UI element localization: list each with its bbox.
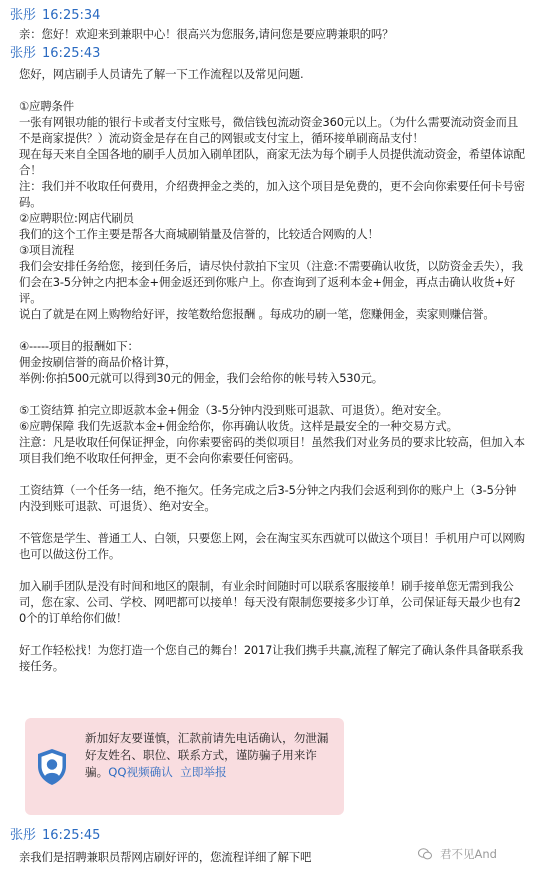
sender-name[interactable]: 张彤 [10,828,37,843]
notice-text: 新加好友要谨慎，汇款前请先电话确认，勿泄漏好友姓名、职位、联系方式，谨防骗子用来诈骗。 [85,731,329,779]
message-time: 16:25:43 [42,46,101,61]
sender-name[interactable]: 张彤 [10,46,37,61]
message-text: 亲：您好！欢迎来到兼职中心！很高兴为您服务,请问您是要应聘兼职的吗？ [19,27,394,41]
message-text: 亲我们是招聘兼职员帮网店刷好评的，您流程详细了解下吧 [19,850,312,864]
message-header [10,8,100,24]
watermark-text: 君不见And [440,847,497,861]
security-notice [25,718,344,815]
message-text: 您好，网店刷手人员请先了解一下工作流程以及常见问题. ①应聘条件 一张有网银功能的银行卡或者支付宝账号，微信钱包流动资金360元以上。（为什么需要流动资金而且不是商家提供？）流动资金是存在自己的网银或支付宝上，循环接单刷商品支付！ 现在每天来自全国各地的刷手人员加入刷单团队，商家无法为每个刷手人员提供流动资金，希望体谅配合！ 注：我们并不收取任何费用，介绍费押金之类的，加入这个项目是免费的，更不会向你索要任何卡号密码。 ②应聘职位:网店代刷员 我们的这个工作主要是帮各大商城刷销量及信誉的，比较适合网购的人！ ③项目流程 我们会安排任务给您，接到任务后，请尽快付款拍下宝贝（注意:不需要确认收货，以防资金丢失），我们会在3-5分钟之内把本金+佣金返还到你账户上。你查询到了返利本金+佣金，再点击确认收货+好评。 说白了就是在网上购物给好评，按笔数给您报酬 。每成功的刷一笔，您赚佣金，卖家则赚信誉。 ④-----项目的报酬如下： 佣金按刷信誉的商品价格计算， 举例:你拍500元就可以得到30元的佣金，我们会给你的帐号转入530元。 ⑤工资结算 拍完立即返款本金+佣金（3-5分钟内没到账可退款、可退货）。绝对安全。 ⑥应聘保障 我们先返款本金+佣金给你，你再确认收货。这样是最安全的一种交易方式。 注意：凡是收取任何保证押金，向你索要密码的类似项目！虽然我们对业务员的要求比较高，但加入本项目我们绝不收取任何押金，更不会向你索要任何密码。 工资结算（一个任务一结，绝不拖欠。任务完成之后3-5分钟之内我们会返利到你的账户上（3-5分钟内没到账可退款、可退货）、绝对安全。 不管您是学生、普通工人、白领，只要您上网，会在淘宝买东西就可以做这个项目！手机用户可以网购也可以做这份工作。 加入刷手团队是没有时间和地区的限制，有业余时间随时可以联系客服接单！刷手接单您无需到我公司，您在家、公司、学校、网吧都可以接单！每天没有限制您要接多少订单，公司保证每天最少也有20个的订单给你们做！ 好工作轻松找！为您打造一个您自己的舞台！2017让我们携手共赢,流程了解完了确认条件具备联系我接任务。 [19,67,525,673]
message-header [10,828,100,844]
notice-text-block [85,730,335,781]
report-now-link[interactable]: 立即举报 [180,765,227,779]
sender-name[interactable]: 张彤 [10,8,37,23]
qq-video-confirm-link[interactable]: QQ视频确认 [108,765,173,779]
wechat-icon [418,848,432,860]
message-time: 16:25:34 [42,8,101,23]
message-header [10,46,100,62]
watermark [418,846,497,862]
shield-icon [35,747,69,787]
message-time: 16:25:45 [42,828,101,843]
